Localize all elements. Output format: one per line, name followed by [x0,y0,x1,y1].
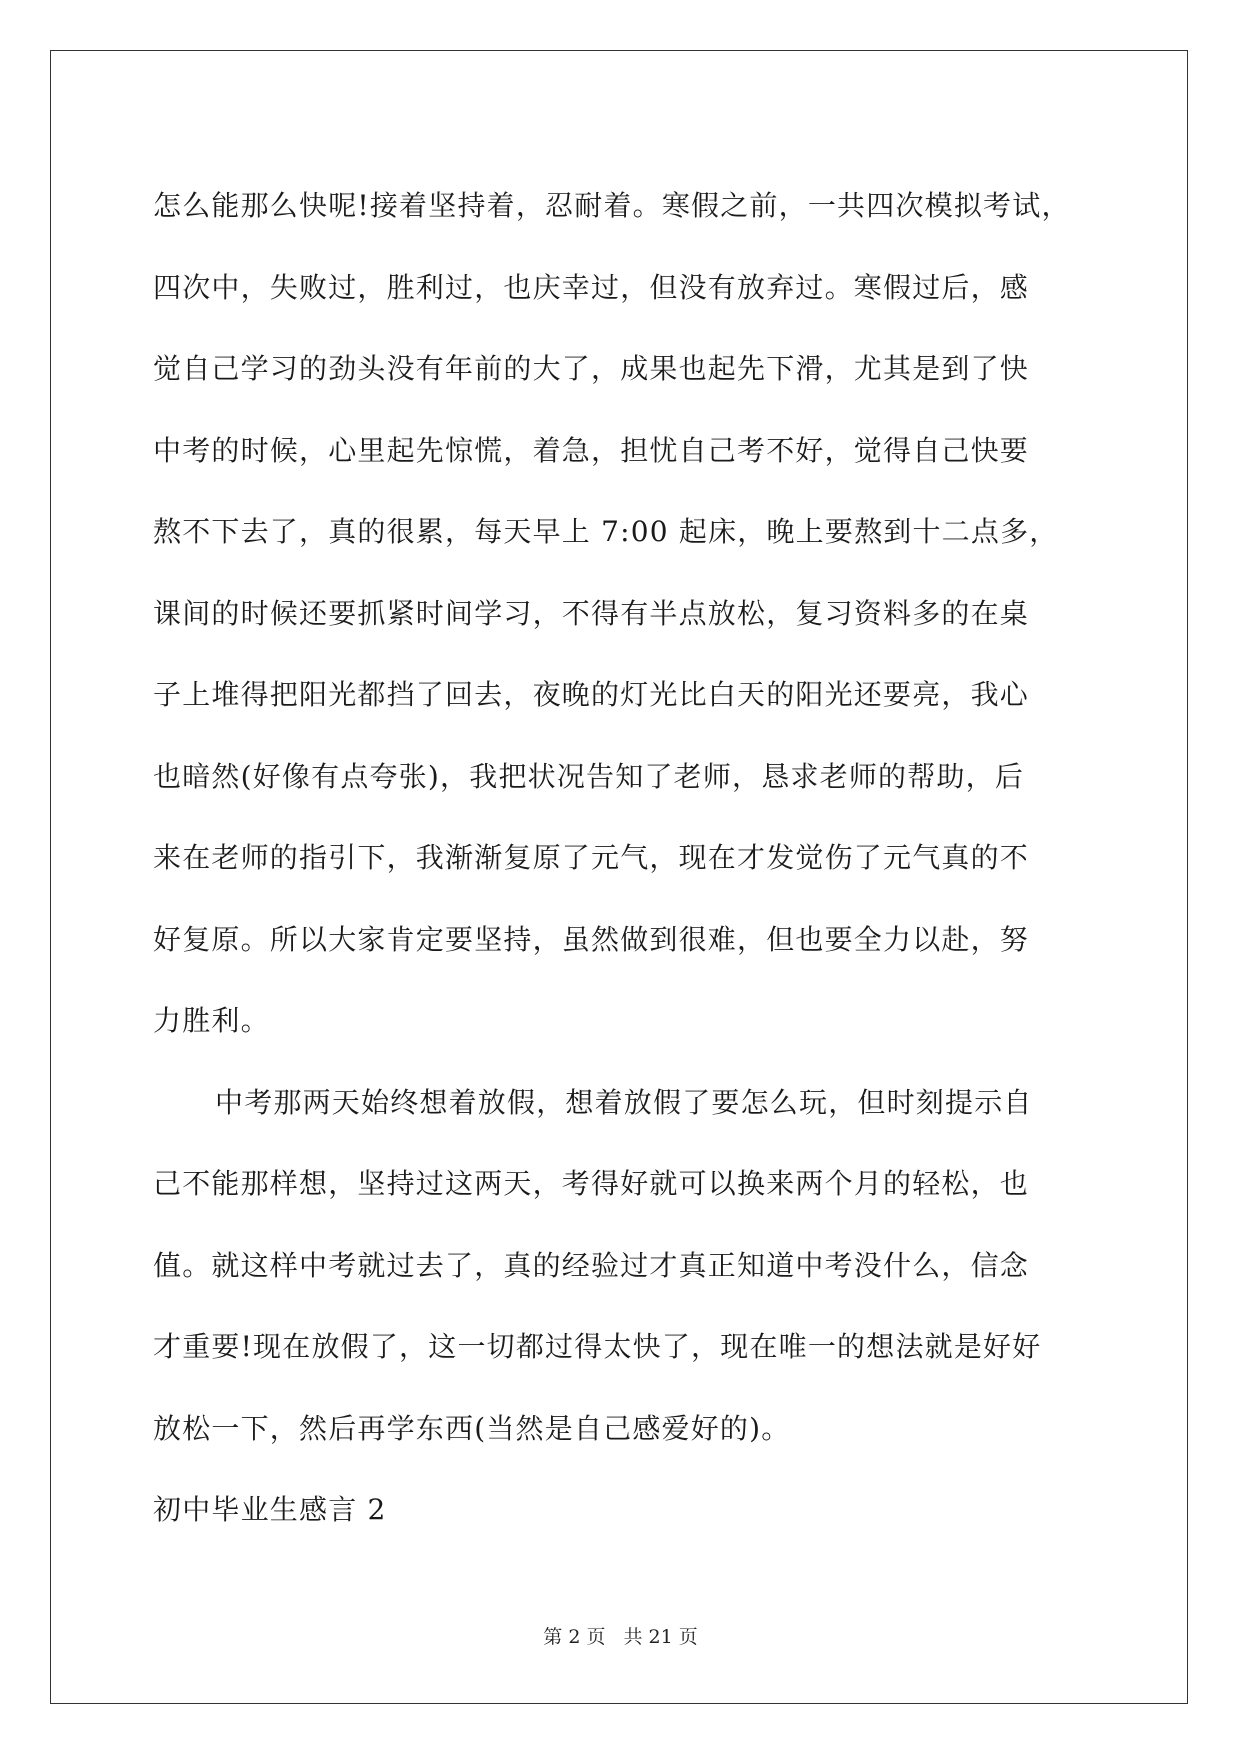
section-heading: 初中毕业生感言 2 [153,1493,387,1526]
page-number: 第 2 页 [543,1626,606,1648]
page-footer [0,1622,1241,1649]
text-line: 来在老师的指引下，我渐渐复原了元气，现在才发觉伤了元气真的不 [153,841,1030,874]
text-line: 四次中，失败过，胜利过，也庆幸过，但没有放弃过。寒假过后，感 [153,270,1030,304]
page-total: 共 21 页 [623,1626,698,1648]
paragraph-2 [153,1062,1093,1470]
text-line: 觉自己学习的劲头没有年前的大了，成果也起先下滑，尤其是到了快 [153,352,1030,385]
text-line: 也暗然(好像有点夸张)，我把状况告知了老师，恳求老师的帮助，后 [153,759,1025,793]
text-line: 课间的时候还要抓紧时间学习，不得有半点放松，复习资料多的在桌 [153,596,1030,630]
text-line: 熬不下去了，真的很累，每天早上 7:00 起床，晚上要熬到十二点多， [153,515,1059,548]
text-line: 怎么能那么快呢!接着坚持着，忍耐着。寒假之前，一共四次模拟考试， [153,189,1071,222]
text-line: 中考的时候，心里起先惊慌，着急，担忧自己考不好，觉得自己快要 [153,433,1030,467]
paragraph-1 [153,165,1093,1062]
text-line: 才重要!现在放假了，这一切都过得太快了，现在唯一的想法就是好好 [153,1330,1042,1363]
text-line: 力胜利。 [153,1004,270,1037]
document-body [153,165,1093,1551]
text-line: 己不能那样想，坚持过这两天，考得好就可以换来两个月的轻松，也 [153,1167,1030,1200]
text-line: 放松一下，然后再学东西(当然是自己感爱好的)。 [153,1411,791,1445]
text-line: 好复原。所以大家肯定要坚持，虽然做到很难，但也要全力以赴，努 [153,922,1030,956]
text-line: 中考那两天始终想着放假，想着放假了要怎么玩，但时刻提示自 [215,1085,1033,1119]
text-line: 子上堆得把阳光都挡了回去，夜晚的灯光比白天的阳光还要亮，我心 [153,678,1030,711]
text-line: 值。就这样中考就过去了，真的经验过才真正知道中考没什么，信念 [153,1248,1030,1282]
